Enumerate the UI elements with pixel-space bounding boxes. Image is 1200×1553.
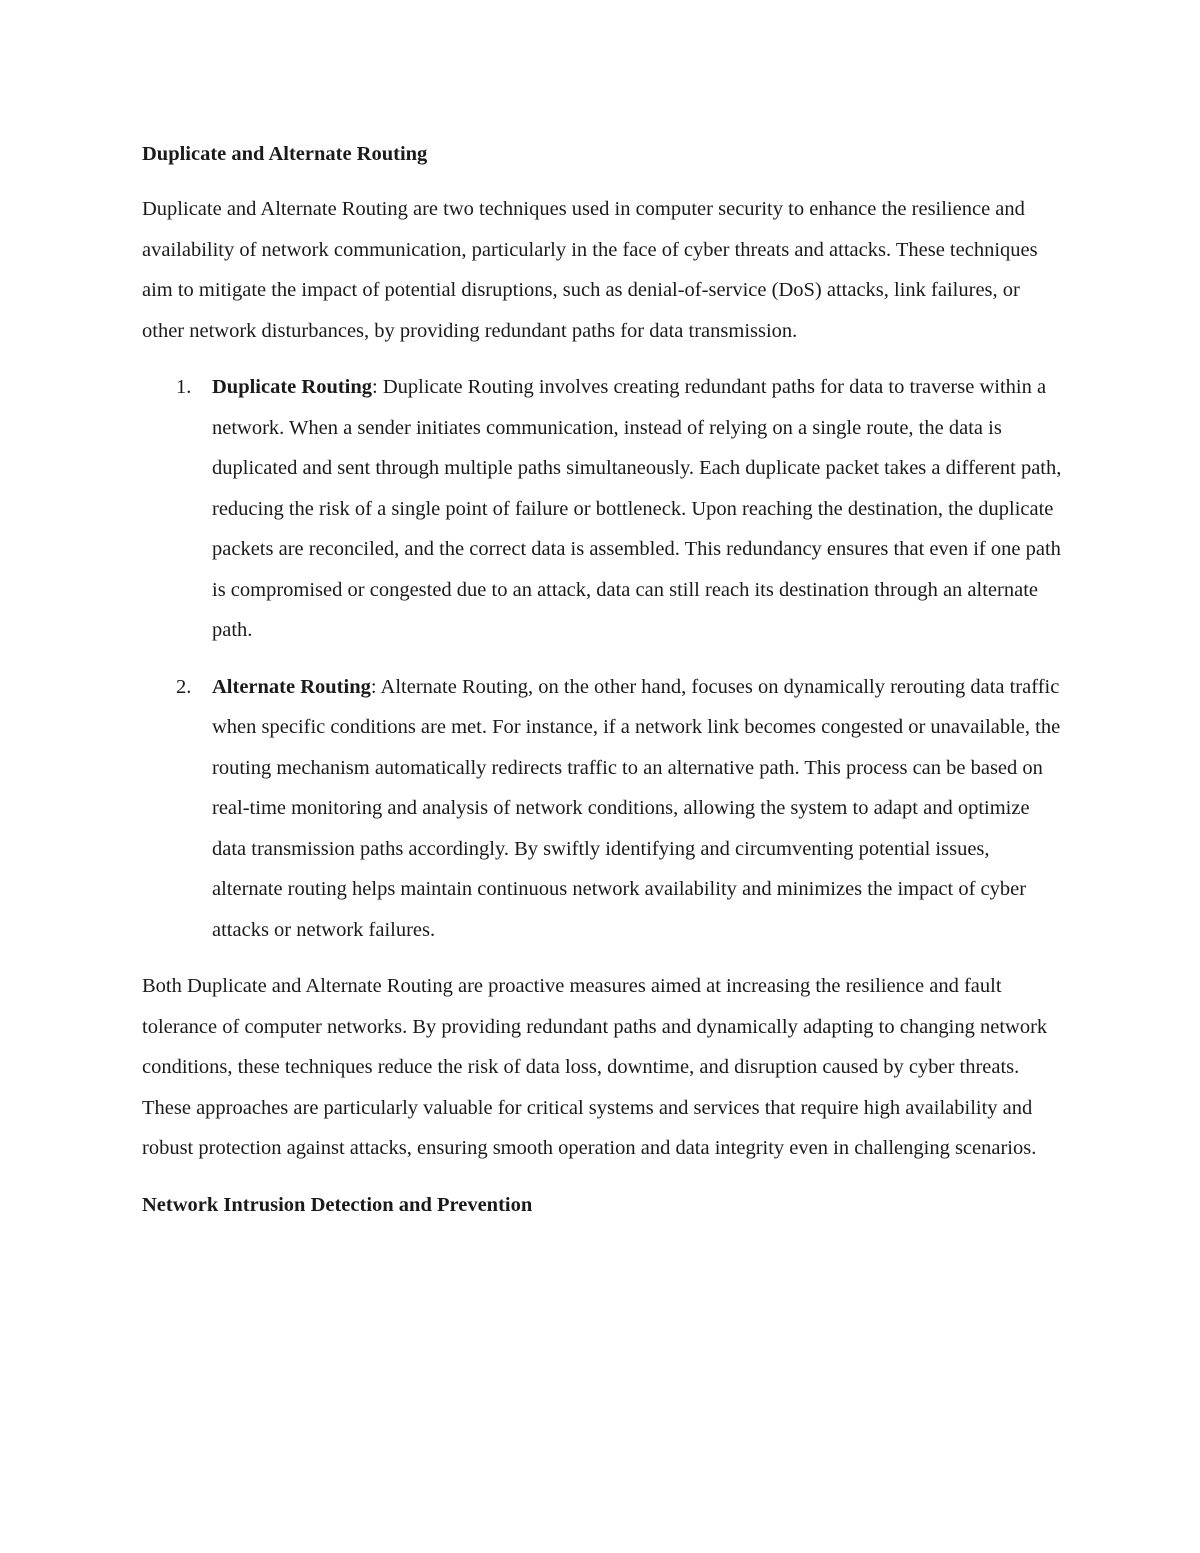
intro-paragraph: Duplicate and Alternate Routing are two techniques used in computer security to enhance the resilience and availability of network communication, particularly in the face of cyber threats and attacks. These techniques aim to mitigate the impact of potential disruptions, such as denial-of-service (DoS) attacks, link failures, or other network disturbances, by providing redundant paths for data transmission. <box>142 198 1038 342</box>
list-term: Duplicate Routing <box>212 376 373 398</box>
section-heading: Duplicate and Alternate Routing <box>142 143 428 165</box>
list-item-duplicate-routing <box>142 367 1062 651</box>
list-term: Alternate Routing <box>212 675 371 698</box>
list-number: 1. <box>176 376 192 398</box>
routing-list <box>142 367 1062 950</box>
conclusion-paragraph: Both Duplicate and Alternate Routing are proactive measures aimed at increasing the resilience and fault tolerance of computer networks. By providing redundant paths and dynamically adapting to changing network conditions, these techniques reduce the risk of data loss, downtime, and disruption caused by cyber threats. These approaches are particularly valuable for critical systems and services that require high availability and robust protection against attacks, ensuring smooth operation and data integrity even in challenging scenarios. <box>142 975 1048 1159</box>
next-section-heading: Network Intrusion Detection and Prevention <box>142 1193 533 1216</box>
list-text: : Duplicate Routing involves creating redundant paths for data to traverse within a network. When a sender initiates communication, instead of relying on a single route, the data is duplicated and sent through multiple paths simultaneously. Each duplicate packet takes a different path, reducing the risk of a single point of failure or bottleneck. Upon reaching the destination, the duplicate packets are reconciled, and the correct data is assembled. This redundancy ensures that even if one path is compromised or congested due to an attack, data can still reach its destination through an alternate path. <box>212 376 1062 641</box>
list-text: : Alternate Routing, on the other hand, focuses on dynamically rerouting data traffic when specific conditions are met. For instance, if a network link becomes congested or unavailable, the routing mechanism automatically redirects traffic to an alternative path. This process can be based on real-time monitoring and analysis of network conditions, allowing the system to adapt and optimize data transmission paths accordingly. By swiftly identifying and circumventing potential issues, alternate routing helps maintain continuous network availability and minimizes the impact of cyber attacks or network failures. <box>212 675 1061 941</box>
list-item-alternate-routing <box>142 667 1062 951</box>
document-page <box>142 134 1062 1225</box>
list-number: 2. <box>176 675 192 698</box>
